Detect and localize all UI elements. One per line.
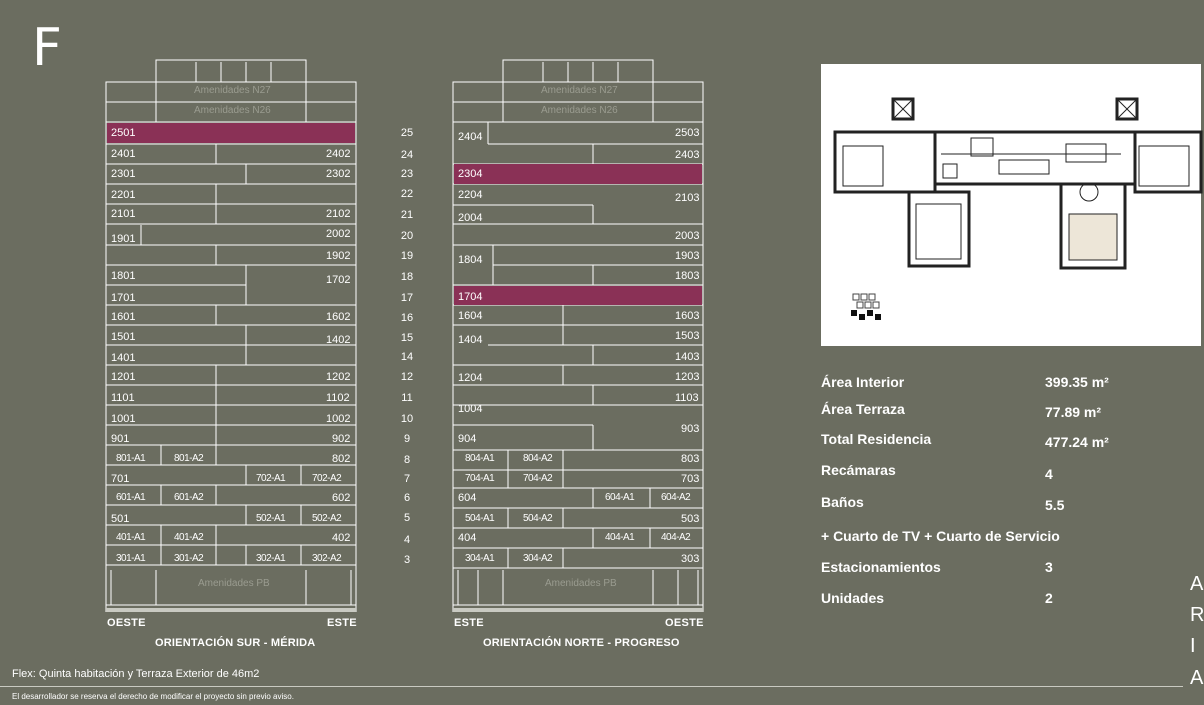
unit-label: 1604: [458, 310, 483, 322]
tower-left: [106, 60, 356, 615]
spec-value-banos: 5.5: [1045, 497, 1065, 513]
unit-label: 901: [111, 433, 130, 445]
highlight-unit-2304[interactable]: [454, 164, 702, 184]
unit-label: 2304: [458, 168, 483, 180]
unit-label: 1902: [326, 250, 351, 262]
unit-label: 1401: [111, 352, 136, 364]
floor-number: 10: [400, 413, 414, 425]
unit-label: 704-A1: [465, 473, 495, 484]
unit-label: 404: [458, 532, 477, 544]
unit-label: 1002: [326, 413, 351, 425]
unit-label: 2204: [458, 189, 483, 201]
floor-number: 11: [401, 392, 413, 404]
unit-label: 1501: [111, 331, 136, 343]
floor-number: 25: [400, 127, 414, 139]
amenities-pb: Amenidades PB: [545, 578, 617, 589]
unit-label: 1602: [326, 311, 351, 323]
right-side-east: ESTE: [454, 617, 484, 629]
unit-label: 1704: [458, 291, 483, 303]
floor-plan-image: [821, 64, 1201, 346]
left-side-east: ESTE: [327, 617, 357, 629]
unit-label: 303: [681, 553, 700, 565]
unit-label: 1503: [675, 330, 700, 342]
unit-label: 804-A1: [465, 453, 495, 464]
right-caption: ORIENTACIÓN NORTE - PROGRESO: [483, 637, 680, 649]
floor-number: 17: [400, 292, 414, 304]
footer-divider: [0, 686, 1183, 687]
unit-label: 2404: [458, 131, 483, 143]
unit-label: 304-A2: [523, 553, 553, 564]
unit-label: 404-A1: [605, 532, 635, 543]
amenities-pb: Amenidades PB: [198, 578, 270, 589]
spec-label-estacionamientos: Estacionamientos: [821, 559, 941, 575]
unit-label: 701: [111, 473, 130, 485]
unit-label: 2004: [458, 212, 483, 224]
edge-letter: A: [1190, 667, 1204, 689]
floor-number: 23: [400, 168, 414, 180]
unit-label: 2403: [675, 149, 700, 161]
floor-number: 6: [403, 492, 411, 504]
spec-label-recamaras: Recámaras: [821, 462, 896, 478]
unit-label: 301-A1: [116, 553, 146, 564]
unit-label: 401-A2: [174, 532, 204, 543]
floor-number: 16: [400, 312, 414, 324]
unit-label: 2102: [326, 208, 351, 220]
unit-label: 304-A1: [465, 553, 495, 564]
floor-number: 21: [400, 209, 414, 221]
unit-label: 2103: [675, 192, 700, 204]
unit-label: 903: [681, 423, 700, 435]
unit-label: 703: [681, 473, 700, 485]
floor-number: 7: [403, 473, 411, 485]
unit-label: 1804: [458, 254, 483, 266]
spec-value-total: 477.24 m²: [1045, 434, 1109, 450]
unit-label: 601-A2: [174, 492, 204, 503]
unit-label: 1102: [326, 392, 350, 404]
spec-label-area-terraza: Área Terraza: [821, 401, 905, 417]
unit-label: 404-A2: [661, 532, 691, 543]
spec-label-area-interior: Área Interior: [821, 374, 905, 390]
floor-number: 5: [403, 512, 411, 524]
unit-label: 1803: [675, 270, 700, 282]
floor-number: 24: [400, 149, 414, 161]
unit-label: 504-A2: [523, 513, 553, 524]
unit-label: 801-A1: [116, 453, 146, 464]
unit-label: 1204: [458, 372, 483, 384]
floor-number: 22: [400, 188, 414, 200]
unit-label: 704-A2: [523, 473, 553, 484]
unit-label: 402: [332, 532, 351, 544]
spec-label-unidades: Unidades: [821, 590, 885, 606]
unit-label: 502-A2: [312, 513, 342, 524]
unit-label: 604-A2: [661, 492, 691, 503]
section-letter: F: [32, 18, 62, 78]
highlight-unit-1704[interactable]: [454, 286, 702, 305]
floor-number: 4: [403, 534, 411, 546]
unit-label: 1402: [326, 334, 351, 346]
unit-label: 602: [332, 492, 351, 504]
amenities-n27: Amenidades N27: [541, 85, 618, 96]
unit-label: 1103: [675, 392, 699, 404]
unit-label: 1004: [458, 403, 483, 415]
unit-label: 1201: [111, 371, 136, 383]
unit-label: 501: [111, 513, 130, 525]
unit-label: 1701: [111, 292, 136, 304]
spec-label-extras: + Cuarto de TV + Cuarto de Servicio: [821, 528, 1060, 544]
unit-label: 2402: [326, 148, 351, 160]
tower-right: [453, 60, 703, 615]
unit-label: 2003: [675, 230, 700, 242]
unit-label: 902: [332, 433, 351, 445]
floor-plan-drawing: [821, 64, 1201, 346]
edge-letter: I: [1190, 635, 1196, 657]
unit-label: 2401: [111, 148, 136, 160]
unit-label: 801-A2: [174, 453, 204, 464]
unit-label: 702-A2: [312, 473, 342, 484]
unit-label: 401-A1: [116, 532, 146, 543]
floor-number: 8: [403, 454, 411, 466]
floor-number: 19: [400, 250, 414, 262]
unit-label: 1603: [675, 310, 700, 322]
spec-label-total: Total Residencia: [821, 431, 932, 447]
edge-letter: A: [1190, 573, 1204, 595]
unit-label: 2301: [111, 168, 136, 180]
highlight-unit-2501[interactable]: [107, 123, 355, 143]
floor-number: 9: [403, 433, 411, 445]
left-caption: ORIENTACIÓN SUR - MÉRIDA: [155, 637, 316, 649]
unit-label: 302-A1: [256, 553, 286, 564]
floor-number: 18: [400, 271, 414, 283]
unit-label: 2501: [111, 127, 136, 139]
unit-label: 1202: [326, 371, 351, 383]
unit-label: 503: [681, 513, 700, 525]
floor-number: 14: [400, 351, 414, 363]
unit-label: 2201: [111, 189, 136, 201]
unit-label: 2302: [326, 168, 351, 180]
spec-value-area-interior: 399.35 m²: [1045, 374, 1109, 390]
unit-label: 604: [458, 492, 477, 504]
edge-letter: R: [1190, 604, 1204, 626]
unit-label: 803: [681, 453, 700, 465]
floor-number: 15: [400, 332, 414, 344]
unit-label: 2101: [111, 208, 136, 220]
unit-label: 1801: [111, 270, 136, 282]
left-side-west: OESTE: [107, 617, 146, 629]
unit-label: 904: [458, 433, 477, 445]
floor-number: 20: [400, 230, 414, 242]
unit-label: 2002: [326, 228, 351, 240]
unit-label: 1702: [326, 274, 351, 286]
spec-value-area-terraza: 77.89 m²: [1045, 404, 1102, 420]
unit-label: 604-A1: [605, 492, 635, 503]
unit-label: 601-A1: [116, 492, 146, 503]
right-side-west: OESTE: [665, 617, 704, 629]
floor-number: 12: [400, 371, 414, 383]
spec-label-banos: Baños: [821, 494, 864, 510]
unit-label: 301-A2: [174, 553, 204, 564]
spec-value-recamaras: 4: [1045, 466, 1053, 482]
amenities-n27: Amenidades N27: [194, 85, 271, 96]
unit-label: 1404: [458, 334, 483, 346]
unit-label: 1601: [111, 311, 136, 323]
unit-label: 2503: [675, 127, 700, 139]
unit-label: 1101: [111, 392, 135, 404]
unit-label: 1901: [111, 233, 136, 245]
spec-value-unidades: 2: [1045, 590, 1053, 606]
amenities-n26: Amenidades N26: [541, 105, 618, 116]
unit-label: 1903: [675, 250, 700, 262]
unit-label: 1203: [675, 371, 700, 383]
disclaimer: El desarrollador se reserva el derecho de modificar el proyecto sin previo aviso.: [12, 692, 294, 701]
flex-note: Flex: Quinta habitación y Terraza Exterior de 46m2: [12, 668, 260, 680]
unit-label: 504-A1: [465, 513, 495, 524]
unit-label: 1001: [111, 413, 136, 425]
unit-label: 302-A2: [312, 553, 342, 564]
unit-label: 804-A2: [523, 453, 553, 464]
unit-label: 502-A1: [256, 513, 286, 524]
unit-label: 802: [332, 453, 351, 465]
floor-number: 3: [403, 554, 411, 566]
amenities-n26: Amenidades N26: [194, 105, 271, 116]
spec-value-estacionamientos: 3: [1045, 559, 1053, 575]
unit-label: 1403: [675, 351, 700, 363]
unit-label: 702-A1: [256, 473, 286, 484]
